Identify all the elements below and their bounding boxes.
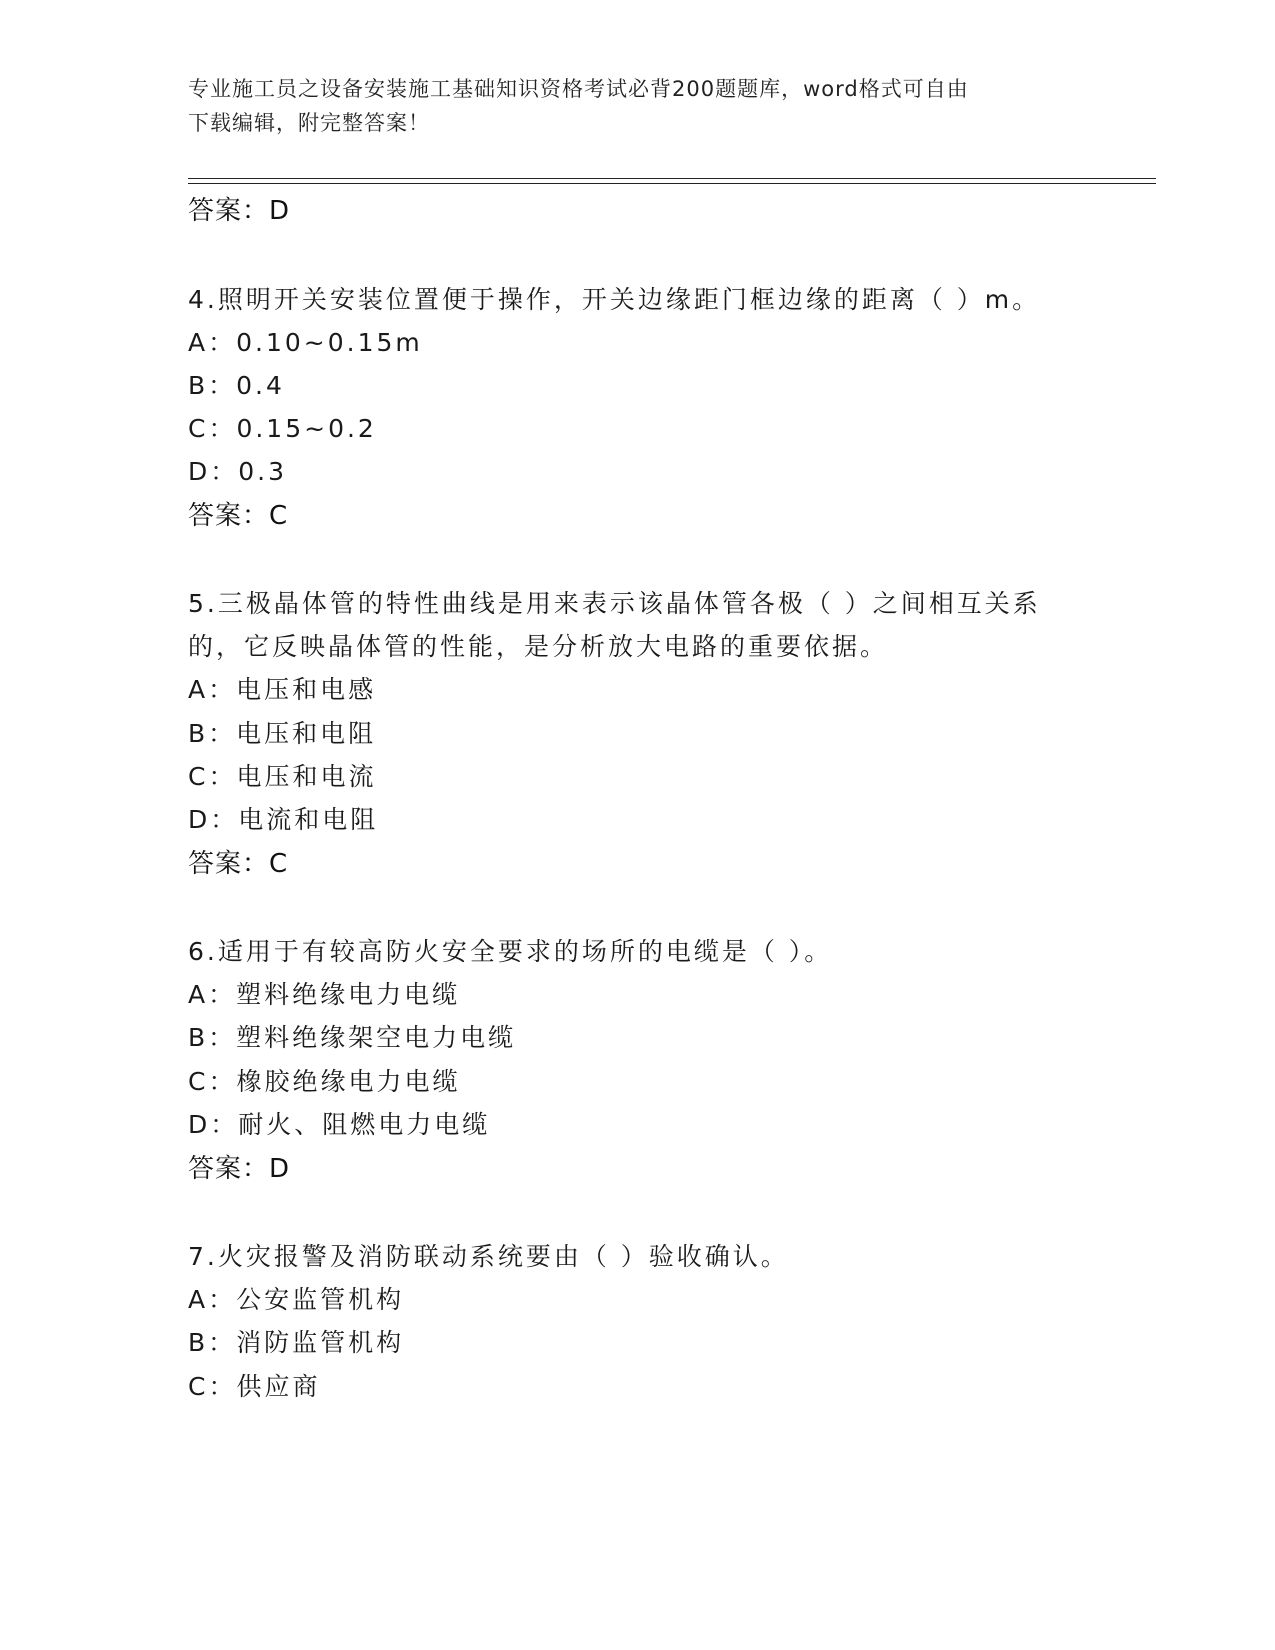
option-b: B：消防监管机构 <box>188 1328 405 1357</box>
question-stem: 7.火灾报警及消防联动系统要由（ ）验收确认。 <box>188 1242 789 1271</box>
answer-line: 答案：D <box>188 1154 291 1184</box>
answer-line: 答案：D <box>188 196 291 226</box>
option-c: C：电压和电流 <box>188 762 377 791</box>
question-stem-continued: 的，它反映晶体管的性能，是分析放大电路的重要依据。 <box>188 632 889 661</box>
page-header <box>188 72 1068 140</box>
option-a: A：公安监管机构 <box>188 1285 405 1314</box>
option-c: C：0.15~0.2 <box>188 414 377 443</box>
question-stem: 4.照明开关安装位置便于操作，开关边缘距门框边缘的距离（ ）m。 <box>188 285 1041 314</box>
option-b: B：塑料绝缘架空电力电缆 <box>188 1023 517 1052</box>
header-line-2: 下载编辑，附完整答案！ <box>188 111 430 135</box>
header-divider-bottom <box>188 183 1156 184</box>
header-line-1: 专业施工员之设备安装施工基础知识资格考试必背200题题库，word格式可自由 <box>188 77 969 101</box>
option-b: B：0.4 <box>188 371 285 400</box>
header-divider-top <box>188 178 1156 179</box>
option-b: B：电压和电阻 <box>188 719 377 748</box>
option-d: D：电流和电阻 <box>188 805 379 834</box>
option-a: A：塑料绝缘电力电缆 <box>188 980 461 1009</box>
option-c: C：供应商 <box>188 1372 321 1401</box>
option-a: A：电压和电感 <box>188 675 377 704</box>
question-stem: 5.三极晶体管的特性曲线是用来表示该晶体管各极（ ）之间相互关系 <box>188 589 1041 618</box>
answer-line: 答案：C <box>188 501 289 531</box>
answer-line: 答案：C <box>188 849 289 879</box>
question-stem: 6.适用于有较高防火安全要求的场所的电缆是（ ）。 <box>188 937 833 966</box>
option-d: D：耐火、阻燃电力电缆 <box>188 1110 491 1139</box>
option-d: D：0.3 <box>188 457 288 486</box>
option-a: A：0.10~0.15m <box>188 328 423 357</box>
option-c: C：橡胶绝缘电力电缆 <box>188 1067 461 1096</box>
